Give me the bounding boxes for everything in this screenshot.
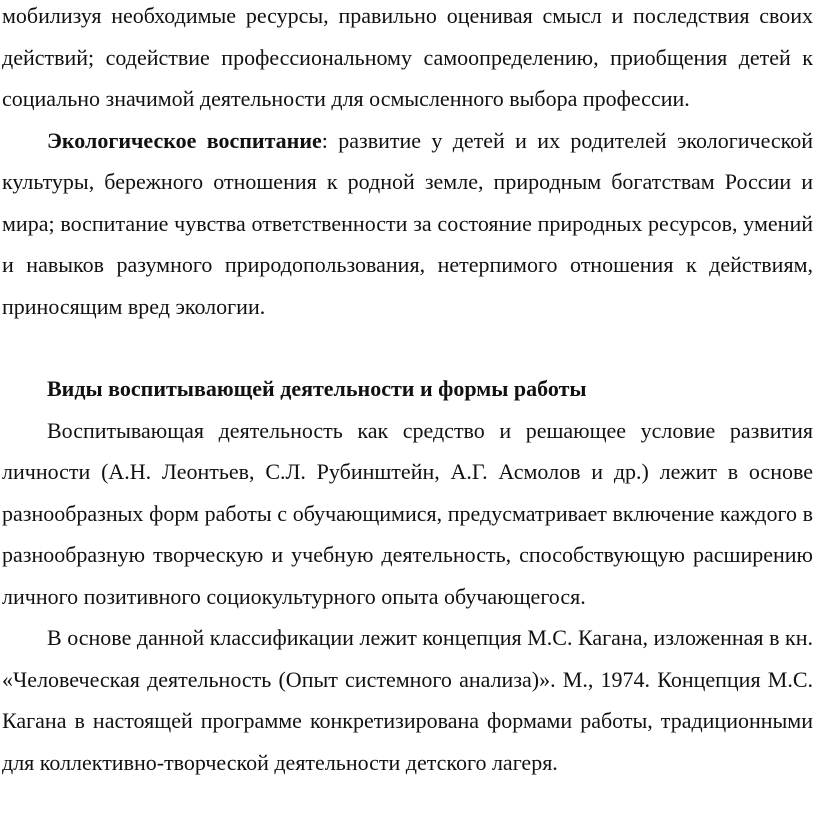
paragraph-continuation: мобилизуя необходимые ресурсы, правильно оценивая смысл и последствия своих действий; содействие профессиональному самоопределению, приобщения детей к социально значимой деятельности для осмысленного выбора профессии. [2, 3, 813, 111]
blank-line [2, 327, 813, 368]
paragraph-ecological-education [2, 120, 813, 328]
section-heading: Виды воспитывающей деятельности и формы работы [47, 376, 587, 401]
paragraph-kagan: В основе данной классификации лежит концепция М.С. Кагана, изложенная в кн. «Человеческая деятельность (Опыт системного анализа)». М., 1974. Концепция М.С. Кагана в настоящей программе конкретизирована формами работы, традиционными для коллективно-творческой деятельности детского лагеря. [2, 625, 813, 775]
paragraph-activity: Воспитывающая деятельность как средство и решающее условие развития личности (А.Н. Леонтьев, С.Л. Рубинштейн, А.Г. Асмолов и др.) лежит в основе разнообразных форм работы с обучающимися, предусматривает включение каждого в разнообразную творческую и учебную деятельность, способствующую расширению личного позитивного социокультурного опыта обучающегося. [2, 417, 813, 609]
term-ecological-education: Экологическое воспитание [47, 127, 322, 153]
ecological-education-text: : развитие у детей и их родителей экологической культуры, бережного отношения к родной земле, природным богатствам России и мира; воспитание чувства ответственности за состояние природных ресурсов, умений и навыков разумного природопользования, нетерпимого отношения к действиям, приносящим вред экологии. [2, 127, 813, 319]
